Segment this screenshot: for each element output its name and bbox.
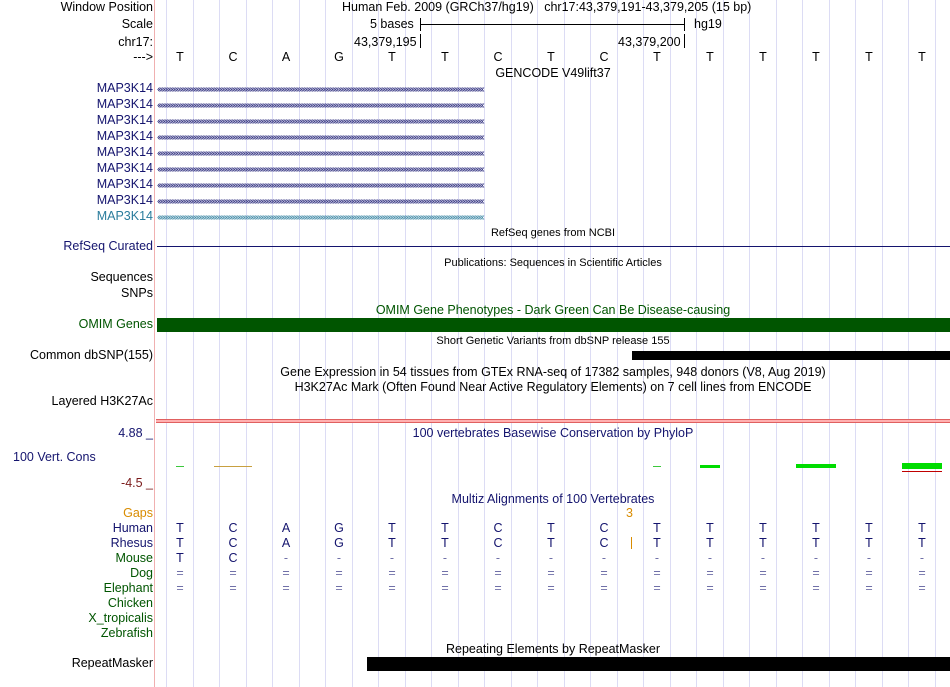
alignment-base: T [176,536,184,550]
alignment-base: = [812,581,820,595]
h3k27ac-label[interactable]: Layered H3K27Ac [51,394,153,408]
ruler-base: C [493,50,503,64]
refseq-gene-line[interactable] [157,246,950,247]
alignment-base: - [813,551,819,565]
ruler-base: T [918,50,926,64]
alignment-base: = [600,566,608,580]
species-label[interactable]: Chicken [107,596,153,610]
phylop-title[interactable]: 100 vertebrates Basewise Conservation by PhyloP [412,426,694,440]
coord-left-tick [420,34,421,48]
species-label[interactable]: Rhesus [110,536,153,550]
alignment-base: T [388,536,396,550]
alignment-base: T [759,521,767,535]
alignment-base: = [282,566,290,580]
gene-model-line[interactable]: ‹‹‹‹‹‹‹‹‹‹‹‹‹‹‹‹‹‹‹‹‹‹‹‹‹‹‹‹‹‹‹‹‹‹‹‹‹‹‹‹‹‹‹‹‹‹‹‹‹‹‹‹‹‹‹‹‹‹‹‹‹‹‹‹‹‹‹‹‹‹‹‹‹‹‹‹‹‹‹‹‹‹‹‹‹‹‹‹‹‹‹‹‹‹‹‹‹‹‹‹‹‹‹‹‹‹‹‹‹‹‹‹‹‹‹‹‹‹‹‹‹‹‹‹‹‹‹‹‹‹‹‹‹‹‹‹‹‹‹‹‹‹‹‹‹‹‹‹‹‹‹‹‹‹‹‹‹‹‹‹‹‹‹‹‹‹‹‹‹‹‹‹‹‹‹‹‹‹‹‹‹‹‹‹‹‹‹‹‹‹‹‹‹‹‹‹‹‹‹‹ [157,212,484,223]
phylop-label[interactable]: 100 Vert. Cons [13,450,96,464]
refseq-label[interactable]: RefSeq Curated [63,239,153,253]
alignment-base: = [229,581,237,595]
alignment-base: A [281,536,291,550]
gap-marker [631,537,632,549]
alignment-base: C [599,536,609,550]
gene-model-line[interactable]: ‹‹‹‹‹‹‹‹‹‹‹‹‹‹‹‹‹‹‹‹‹‹‹‹‹‹‹‹‹‹‹‹‹‹‹‹‹‹‹‹‹‹‹‹‹‹‹‹‹‹‹‹‹‹‹‹‹‹‹‹‹‹‹‹‹‹‹‹‹‹‹‹‹‹‹‹‹‹‹‹‹‹‹‹‹‹‹‹‹‹‹‹‹‹‹‹‹‹‹‹‹‹‹‹‹‹‹‹‹‹‹‹‹‹‹‹‹‹‹‹‹‹‹‹‹‹‹‹‹‹‹‹‹‹‹‹‹‹‹‹‹‹‹‹‹‹‹‹‹‹‹‹‹‹‹‹‹‹‹‹‹‹‹‹‹‹‹‹‹‹‹‹‹‹‹‹‹‹‹‹‹‹‹‹‹‹‹‹‹‹‹‹‹‹‹‹‹‹‹‹ [157,100,484,111]
gene-model-line[interactable]: ‹‹‹‹‹‹‹‹‹‹‹‹‹‹‹‹‹‹‹‹‹‹‹‹‹‹‹‹‹‹‹‹‹‹‹‹‹‹‹‹‹‹‹‹‹‹‹‹‹‹‹‹‹‹‹‹‹‹‹‹‹‹‹‹‹‹‹‹‹‹‹‹‹‹‹‹‹‹‹‹‹‹‹‹‹‹‹‹‹‹‹‹‹‹‹‹‹‹‹‹‹‹‹‹‹‹‹‹‹‹‹‹‹‹‹‹‹‹‹‹‹‹‹‹‹‹‹‹‹‹‹‹‹‹‹‹‹‹‹‹‹‹‹‹‹‹‹‹‹‹‹‹‹‹‹‹‹‹‹‹‹‹‹‹‹‹‹‹‹‹‹‹‹‹‹‹‹‹‹‹‹‹‹‹‹‹‹‹‹‹‹‹‹‹‹‹‹‹‹‹ [157,148,484,159]
alignment-base: C [228,536,238,550]
ruler-base: C [599,50,609,64]
alignment-base: = [335,566,343,580]
alignment-base: C [493,521,503,535]
alignment-base: = [441,566,449,580]
scale-bar-right-tick [684,18,685,31]
coord-left: 43,379,195 [354,35,417,49]
scale-label: Scale [121,17,153,31]
alignment-base: = [653,566,661,580]
alignment-base: T [759,536,767,550]
sequences-label[interactable]: Sequences [90,270,153,284]
alignment-base: C [228,521,238,535]
alignment-base: T [547,521,555,535]
alignment-base: = [600,581,608,595]
alignment-base: = [282,581,290,595]
alignment-base: - [442,551,448,565]
species-label[interactable]: X_tropicalis [88,611,153,625]
alignment-base: A [281,521,291,535]
repeatmasker-label[interactable]: RepeatMasker [71,656,153,670]
alignment-base: T [176,551,184,565]
publications-title[interactable]: Publications: Sequences in Scientific Articles [444,257,662,269]
gene-label[interactable]: MAP3K14 [96,113,153,127]
alignment-base: = [865,566,873,580]
species-label[interactable]: Elephant [103,581,153,595]
repeatmasker-feature-bar[interactable] [367,657,950,671]
dbsnp-feature-bar[interactable] [632,351,950,360]
alignment-base: = [547,581,555,595]
species-label[interactable]: Zebrafish [100,626,153,640]
ruler-base: T [547,50,555,64]
h3k27ac-title[interactable]: H3K27Ac Mark (Often Found Near Active Regulatory Elements) on 7 cell lines from ENCODE [294,380,812,394]
gene-model-line[interactable]: ‹‹‹‹‹‹‹‹‹‹‹‹‹‹‹‹‹‹‹‹‹‹‹‹‹‹‹‹‹‹‹‹‹‹‹‹‹‹‹‹‹‹‹‹‹‹‹‹‹‹‹‹‹‹‹‹‹‹‹‹‹‹‹‹‹‹‹‹‹‹‹‹‹‹‹‹‹‹‹‹‹‹‹‹‹‹‹‹‹‹‹‹‹‹‹‹‹‹‹‹‹‹‹‹‹‹‹‹‹‹‹‹‹‹‹‹‹‹‹‹‹‹‹‹‹‹‹‹‹‹‹‹‹‹‹‹‹‹‹‹‹‹‹‹‹‹‹‹‹‹‹‹‹‹‹‹‹‹‹‹‹‹‹‹‹‹‹‹‹‹‹‹‹‹‹‹‹‹‹‹‹‹‹‹‹‹‹‹‹‹‹‹‹‹‹‹‹‹‹‹ [157,84,484,95]
alignment-base: G [334,536,344,550]
refseq-title[interactable]: RefSeq genes from NCBI [490,227,616,239]
alignment-base: T [865,536,873,550]
phylop-bar [796,464,836,468]
alignment-base: - [760,551,766,565]
ruler-base: T [812,50,820,64]
scale-text: 5 bases [370,17,414,31]
alignment-base: T [918,536,926,550]
alignment-base: T [653,536,661,550]
phylop-negative-bar [902,471,942,472]
omim-title[interactable]: OMIM Gene Phenotypes - Dark Green Can Be Disease-causing [375,303,731,317]
alignment-base: = [229,566,237,580]
phylop-bar [700,465,720,468]
phylop-bar [902,463,942,469]
alignment-base: = [706,566,714,580]
alignment-base: - [283,551,289,565]
window-position-label: Window Position [60,0,153,14]
alignment-base: = [441,581,449,595]
gene-model-line[interactable]: ‹‹‹‹‹‹‹‹‹‹‹‹‹‹‹‹‹‹‹‹‹‹‹‹‹‹‹‹‹‹‹‹‹‹‹‹‹‹‹‹‹‹‹‹‹‹‹‹‹‹‹‹‹‹‹‹‹‹‹‹‹‹‹‹‹‹‹‹‹‹‹‹‹‹‹‹‹‹‹‹‹‹‹‹‹‹‹‹‹‹‹‹‹‹‹‹‹‹‹‹‹‹‹‹‹‹‹‹‹‹‹‹‹‹‹‹‹‹‹‹‹‹‹‹‹‹‹‹‹‹‹‹‹‹‹‹‹‹‹‹‹‹‹‹‹‹‹‹‹‹‹‹‹‹‹‹‹‹‹‹‹‹‹‹‹‹‹‹‹‹‹‹‹‹‹‹‹‹‹‹‹‹‹‹‹‹‹‹‹‹‹‹‹‹‹‹‹‹‹‹ [157,116,484,127]
alignment-base: C [228,551,238,565]
alignment-base: - [336,551,342,565]
ruler-base: T [865,50,873,64]
assembly-name: Human Feb. 2009 (GRCh37/hg19) [342,0,534,14]
alignment-base: = [547,566,555,580]
omim-gene-bar[interactable] [157,318,950,332]
db-label: hg19 [694,17,722,31]
alignment-base: = [176,581,184,595]
alignment-base: T [547,536,555,550]
alignment-base: T [918,521,926,535]
gene-label[interactable]: MAP3K14 [96,209,153,223]
h3k27ac-signal[interactable] [156,419,950,423]
alignment-base: T [441,521,449,535]
multiz-title[interactable]: Multiz Alignments of 100 Vertebrates [451,492,655,506]
gene-model-line[interactable]: ‹‹‹‹‹‹‹‹‹‹‹‹‹‹‹‹‹‹‹‹‹‹‹‹‹‹‹‹‹‹‹‹‹‹‹‹‹‹‹‹‹‹‹‹‹‹‹‹‹‹‹‹‹‹‹‹‹‹‹‹‹‹‹‹‹‹‹‹‹‹‹‹‹‹‹‹‹‹‹‹‹‹‹‹‹‹‹‹‹‹‹‹‹‹‹‹‹‹‹‹‹‹‹‹‹‹‹‹‹‹‹‹‹‹‹‹‹‹‹‹‹‹‹‹‹‹‹‹‹‹‹‹‹‹‹‹‹‹‹‹‹‹‹‹‹‹‹‹‹‹‹‹‹‹‹‹‹‹‹‹‹‹‹‹‹‹‹‹‹‹‹‹‹‹‹‹‹‹‹‹‹‹‹‹‹‹‹‹‹‹‹‹‹‹‹‹‹‹‹‹ [157,164,484,175]
window-position-value: chr17:43,379,191-43,379,205 (15 bp) [544,0,752,14]
phylop-min: -4.5 _ [121,476,153,490]
alignment-base: T [706,536,714,550]
alignment-base: = [865,581,873,595]
alignment-base: - [866,551,872,565]
gene-label[interactable]: MAP3K14 [96,177,153,191]
alignment-base: = [388,566,396,580]
ruler-base: C [228,50,238,64]
alignment-base: = [335,581,343,595]
dbsnp-title[interactable]: Short Genetic Variants from dbSNP release 155 [436,335,670,347]
assembly-title[interactable] [342,0,751,15]
phylop-max: 4.88 _ [118,426,153,440]
alignment-base: = [759,566,767,580]
gencode-title[interactable]: GENCODE V49lift37 [495,66,611,80]
ruler-base: T [441,50,449,64]
snps-label[interactable]: SNPs [121,286,153,300]
gene-model-line[interactable]: ‹‹‹‹‹‹‹‹‹‹‹‹‹‹‹‹‹‹‹‹‹‹‹‹‹‹‹‹‹‹‹‹‹‹‹‹‹‹‹‹‹‹‹‹‹‹‹‹‹‹‹‹‹‹‹‹‹‹‹‹‹‹‹‹‹‹‹‹‹‹‹‹‹‹‹‹‹‹‹‹‹‹‹‹‹‹‹‹‹‹‹‹‹‹‹‹‹‹‹‹‹‹‹‹‹‹‹‹‹‹‹‹‹‹‹‹‹‹‹‹‹‹‹‹‹‹‹‹‹‹‹‹‹‹‹‹‹‹‹‹‹‹‹‹‹‹‹‹‹‹‹‹‹‹‹‹‹‹‹‹‹‹‹‹‹‹‹‹‹‹‹‹‹‹‹‹‹‹‹‹‹‹‹‹‹‹‹‹‹‹‹‹‹‹‹‹‹‹‹‹ [157,180,484,191]
ruler-base: T [176,50,184,64]
ruler-base: T [653,50,661,64]
alignment-base: - [548,551,554,565]
gene-label[interactable]: MAP3K14 [96,193,153,207]
alignment-base: G [334,521,344,535]
gene-label[interactable]: MAP3K14 [96,129,153,143]
alignment-base: T [176,521,184,535]
gene-label[interactable]: MAP3K14 [96,81,153,95]
dbsnp-label[interactable]: Common dbSNP(155) [30,348,153,362]
label-divider [154,0,155,687]
phylop-bar [214,466,252,467]
alignment-base: T [865,521,873,535]
phylop-bar [653,466,661,467]
species-label[interactable]: Mouse [115,551,153,565]
coord-right: 43,379,200 [618,35,681,49]
repeatmasker-title[interactable]: Repeating Elements by RepeatMasker [445,642,660,656]
coord-right-tick [684,34,685,48]
alignment-base: - [919,551,925,565]
alignment-base: = [653,581,661,595]
species-label[interactable]: Human [112,521,153,535]
chrom-label: chr17: [118,35,153,49]
ruler-base: G [334,50,344,64]
gene-model-line[interactable]: ‹‹‹‹‹‹‹‹‹‹‹‹‹‹‹‹‹‹‹‹‹‹‹‹‹‹‹‹‹‹‹‹‹‹‹‹‹‹‹‹‹‹‹‹‹‹‹‹‹‹‹‹‹‹‹‹‹‹‹‹‹‹‹‹‹‹‹‹‹‹‹‹‹‹‹‹‹‹‹‹‹‹‹‹‹‹‹‹‹‹‹‹‹‹‹‹‹‹‹‹‹‹‹‹‹‹‹‹‹‹‹‹‹‹‹‹‹‹‹‹‹‹‹‹‹‹‹‹‹‹‹‹‹‹‹‹‹‹‹‹‹‹‹‹‹‹‹‹‹‹‹‹‹‹‹‹‹‹‹‹‹‹‹‹‹‹‹‹‹‹‹‹‹‹‹‹‹‹‹‹‹‹‹‹‹‹‹‹‹‹‹‹‹‹‹‹‹‹‹‹ [157,132,484,143]
gene-label[interactable]: MAP3K14 [96,161,153,175]
alignment-base: - [601,551,607,565]
alignment-base: = [706,581,714,595]
alignment-base: = [918,566,926,580]
gap-count: 3 [626,506,633,520]
alignment-base: T [441,536,449,550]
alignment-base: T [812,536,820,550]
ruler-base: T [706,50,714,64]
omim-label[interactable]: OMIM Genes [78,317,153,331]
alignment-base: T [812,521,820,535]
alignment-base: = [494,581,502,595]
alignment-base: = [388,581,396,595]
gaps-label: Gaps [123,506,153,520]
ruler-base: T [388,50,396,64]
gene-label[interactable]: MAP3K14 [96,145,153,159]
alignment-base: - [654,551,660,565]
ruler-base: T [759,50,767,64]
alignment-base: = [494,566,502,580]
alignment-base: T [653,521,661,535]
alignment-base: = [759,581,767,595]
gene-label[interactable]: MAP3K14 [96,97,153,111]
ruler-base: A [281,50,291,64]
alignment-base: - [495,551,501,565]
alignment-base: C [493,536,503,550]
gene-model-line[interactable]: ‹‹‹‹‹‹‹‹‹‹‹‹‹‹‹‹‹‹‹‹‹‹‹‹‹‹‹‹‹‹‹‹‹‹‹‹‹‹‹‹‹‹‹‹‹‹‹‹‹‹‹‹‹‹‹‹‹‹‹‹‹‹‹‹‹‹‹‹‹‹‹‹‹‹‹‹‹‹‹‹‹‹‹‹‹‹‹‹‹‹‹‹‹‹‹‹‹‹‹‹‹‹‹‹‹‹‹‹‹‹‹‹‹‹‹‹‹‹‹‹‹‹‹‹‹‹‹‹‹‹‹‹‹‹‹‹‹‹‹‹‹‹‹‹‹‹‹‹‹‹‹‹‹‹‹‹‹‹‹‹‹‹‹‹‹‹‹‹‹‹‹‹‹‹‹‹‹‹‹‹‹‹‹‹‹‹‹‹‹‹‹‹‹‹‹‹‹‹‹‹ [157,196,484,207]
phylop-bar [176,466,184,467]
alignment-base: T [706,521,714,535]
alignment-base: - [389,551,395,565]
strand-label: ---> [133,50,153,64]
gtex-title[interactable]: Gene Expression in 54 tissues from GTEx RNA-seq of 17382 samples, 948 donors (V8, Aug 2019) [280,365,826,379]
alignment-base: = [918,581,926,595]
alignment-base: C [599,521,609,535]
alignment-base: T [388,521,396,535]
alignment-base: - [707,551,713,565]
alignment-base: = [812,566,820,580]
scale-bar [420,24,684,25]
alignment-base: = [176,566,184,580]
species-label[interactable]: Dog [130,566,153,580]
